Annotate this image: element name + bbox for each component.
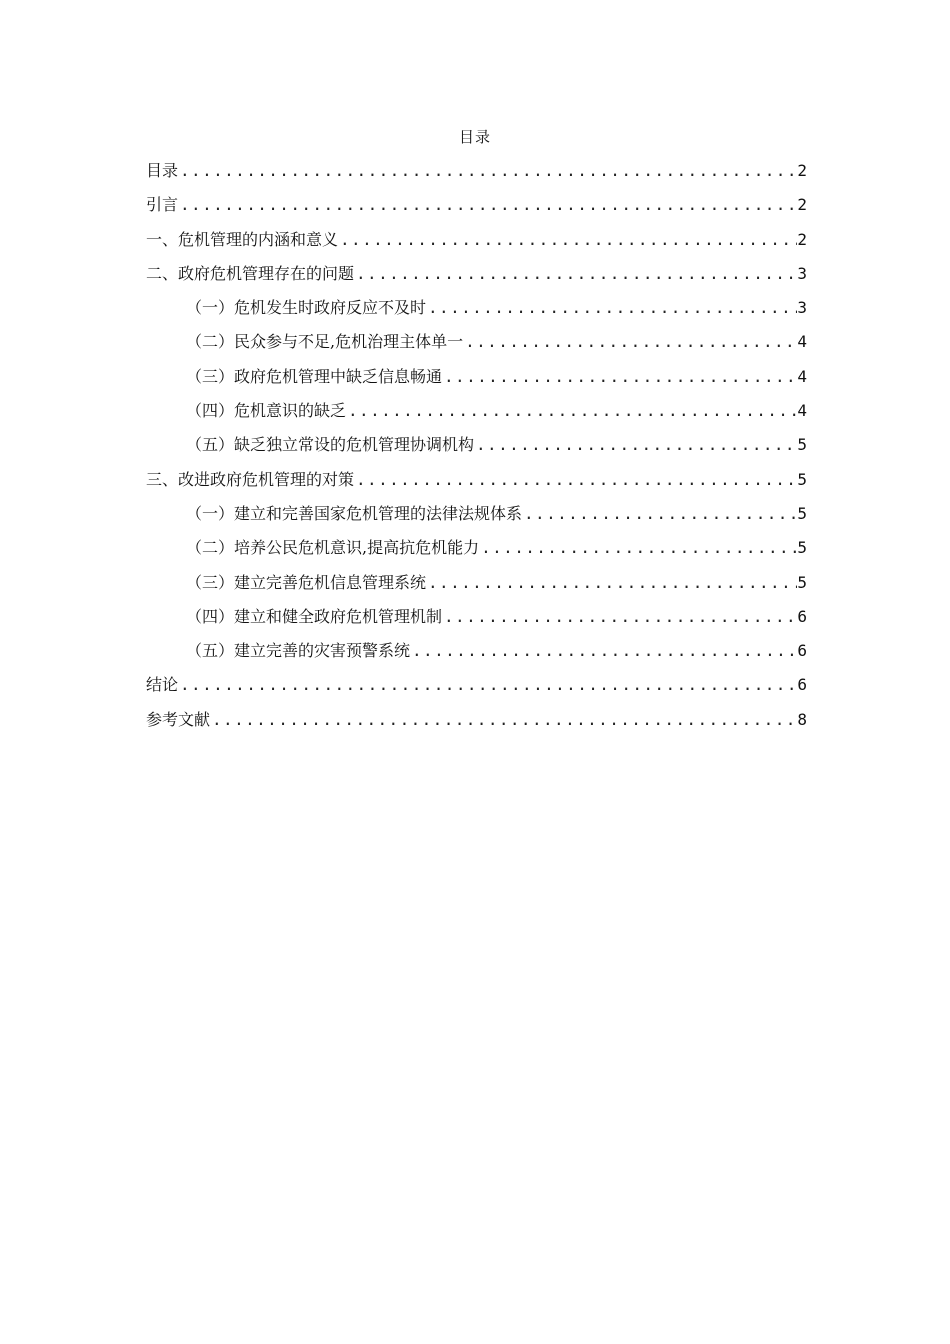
toc-entry-text: 三、改进政府危机管理的对策 <box>146 469 355 489</box>
toc-leader-dots <box>442 600 797 634</box>
toc-page-number: 3 <box>797 263 807 283</box>
toc-leader-dots <box>354 463 797 497</box>
toc-leader-dots <box>463 325 797 359</box>
toc-leader-dots <box>178 668 797 702</box>
toc-subentry[interactable] <box>146 600 807 634</box>
toc-page-number: 5 <box>797 435 807 455</box>
toc-entry-text: （五）缺乏独立常设的危机管理协调机构 <box>186 435 475 455</box>
toc-leader-dots <box>442 360 797 394</box>
toc-leader-dots <box>178 188 797 222</box>
toc-entry-text: 一、危机管理的内涵和意义 <box>146 229 339 249</box>
toc-page-number: 6 <box>797 675 807 695</box>
toc-title: 目录 <box>458 128 491 146</box>
toc-subentry[interactable] <box>146 428 807 462</box>
toc-page-number: 5 <box>797 572 807 592</box>
toc-entry-text: 目录 <box>146 161 179 180</box>
toc-entry-text: （三）政府危机管理中缺乏信息畅通 <box>186 366 443 386</box>
toc-entry[interactable] <box>146 668 807 702</box>
toc-entry[interactable] <box>146 463 807 497</box>
toc-leader-dots <box>426 291 797 325</box>
toc-leader-dots <box>522 497 797 531</box>
toc-subentry[interactable] <box>146 394 807 428</box>
toc-leader-dots <box>346 394 797 428</box>
toc-page-number: 5 <box>797 503 807 523</box>
toc-entry-text: （二）民众参与不足,危机治理主体单一 <box>186 332 464 352</box>
toc-entry-text: （二）培养公民危机意识,提高抗危机能力 <box>186 538 480 558</box>
toc-leader-dots <box>178 154 797 188</box>
toc-subentry[interactable] <box>146 291 807 325</box>
toc-entry[interactable] <box>146 223 807 257</box>
toc-subentry[interactable] <box>146 566 807 600</box>
toc-entry-text: （五）建立完善的灾害预警系统 <box>186 641 411 661</box>
toc-page-number: 5 <box>797 469 807 489</box>
toc-page-number: 2 <box>797 195 807 215</box>
toc-entry-text: （一）建立和完善国家危机管理的法律法规体系 <box>186 503 523 523</box>
toc-page-number: 2 <box>797 161 807 180</box>
toc-leader-dots <box>354 257 797 291</box>
toc-subentry[interactable] <box>146 634 807 668</box>
toc-page-number: 8 <box>797 709 807 729</box>
toc-page-number: 5 <box>797 538 807 558</box>
toc-entry-text: 引言 <box>146 195 179 215</box>
toc-entry[interactable] <box>146 257 807 291</box>
toc-leader-dots <box>474 428 797 462</box>
toc-subentry[interactable] <box>146 531 807 565</box>
toc-entry-text: （四）危机意识的缺乏 <box>186 401 347 421</box>
toc-leader-dots <box>479 531 797 565</box>
table-of-contents <box>146 154 807 737</box>
toc-page-number: 6 <box>797 606 807 626</box>
toc-entry-text: 二、政府危机管理存在的问题 <box>146 263 355 283</box>
toc-page-number: 2 <box>797 229 807 249</box>
toc-page-number: 6 <box>797 641 807 661</box>
toc-subentry[interactable] <box>146 325 807 359</box>
toc-entry-text: 结论 <box>146 675 179 695</box>
toc-leader-dots <box>210 703 797 737</box>
toc-entry-text: 参考文献 <box>146 709 211 729</box>
toc-entry[interactable] <box>146 188 807 222</box>
toc-entry[interactable] <box>146 154 807 188</box>
toc-leader-dots <box>410 634 797 668</box>
toc-entry-text: （三）建立完善危机信息管理系统 <box>186 572 427 592</box>
toc-subentry[interactable] <box>146 497 807 531</box>
toc-subentry[interactable] <box>146 360 807 394</box>
toc-page-number: 3 <box>797 298 807 318</box>
toc-page-number: 4 <box>797 401 807 421</box>
toc-page-number: 4 <box>797 332 807 352</box>
toc-entry[interactable] <box>146 703 807 737</box>
toc-page-number: 4 <box>797 366 807 386</box>
toc-entry-text: （四）建立和健全政府危机管理机制 <box>186 606 443 626</box>
toc-entry-text: （一）危机发生时政府反应不及时 <box>186 298 427 318</box>
toc-leader-dots <box>426 566 797 600</box>
toc-leader-dots <box>338 223 797 257</box>
